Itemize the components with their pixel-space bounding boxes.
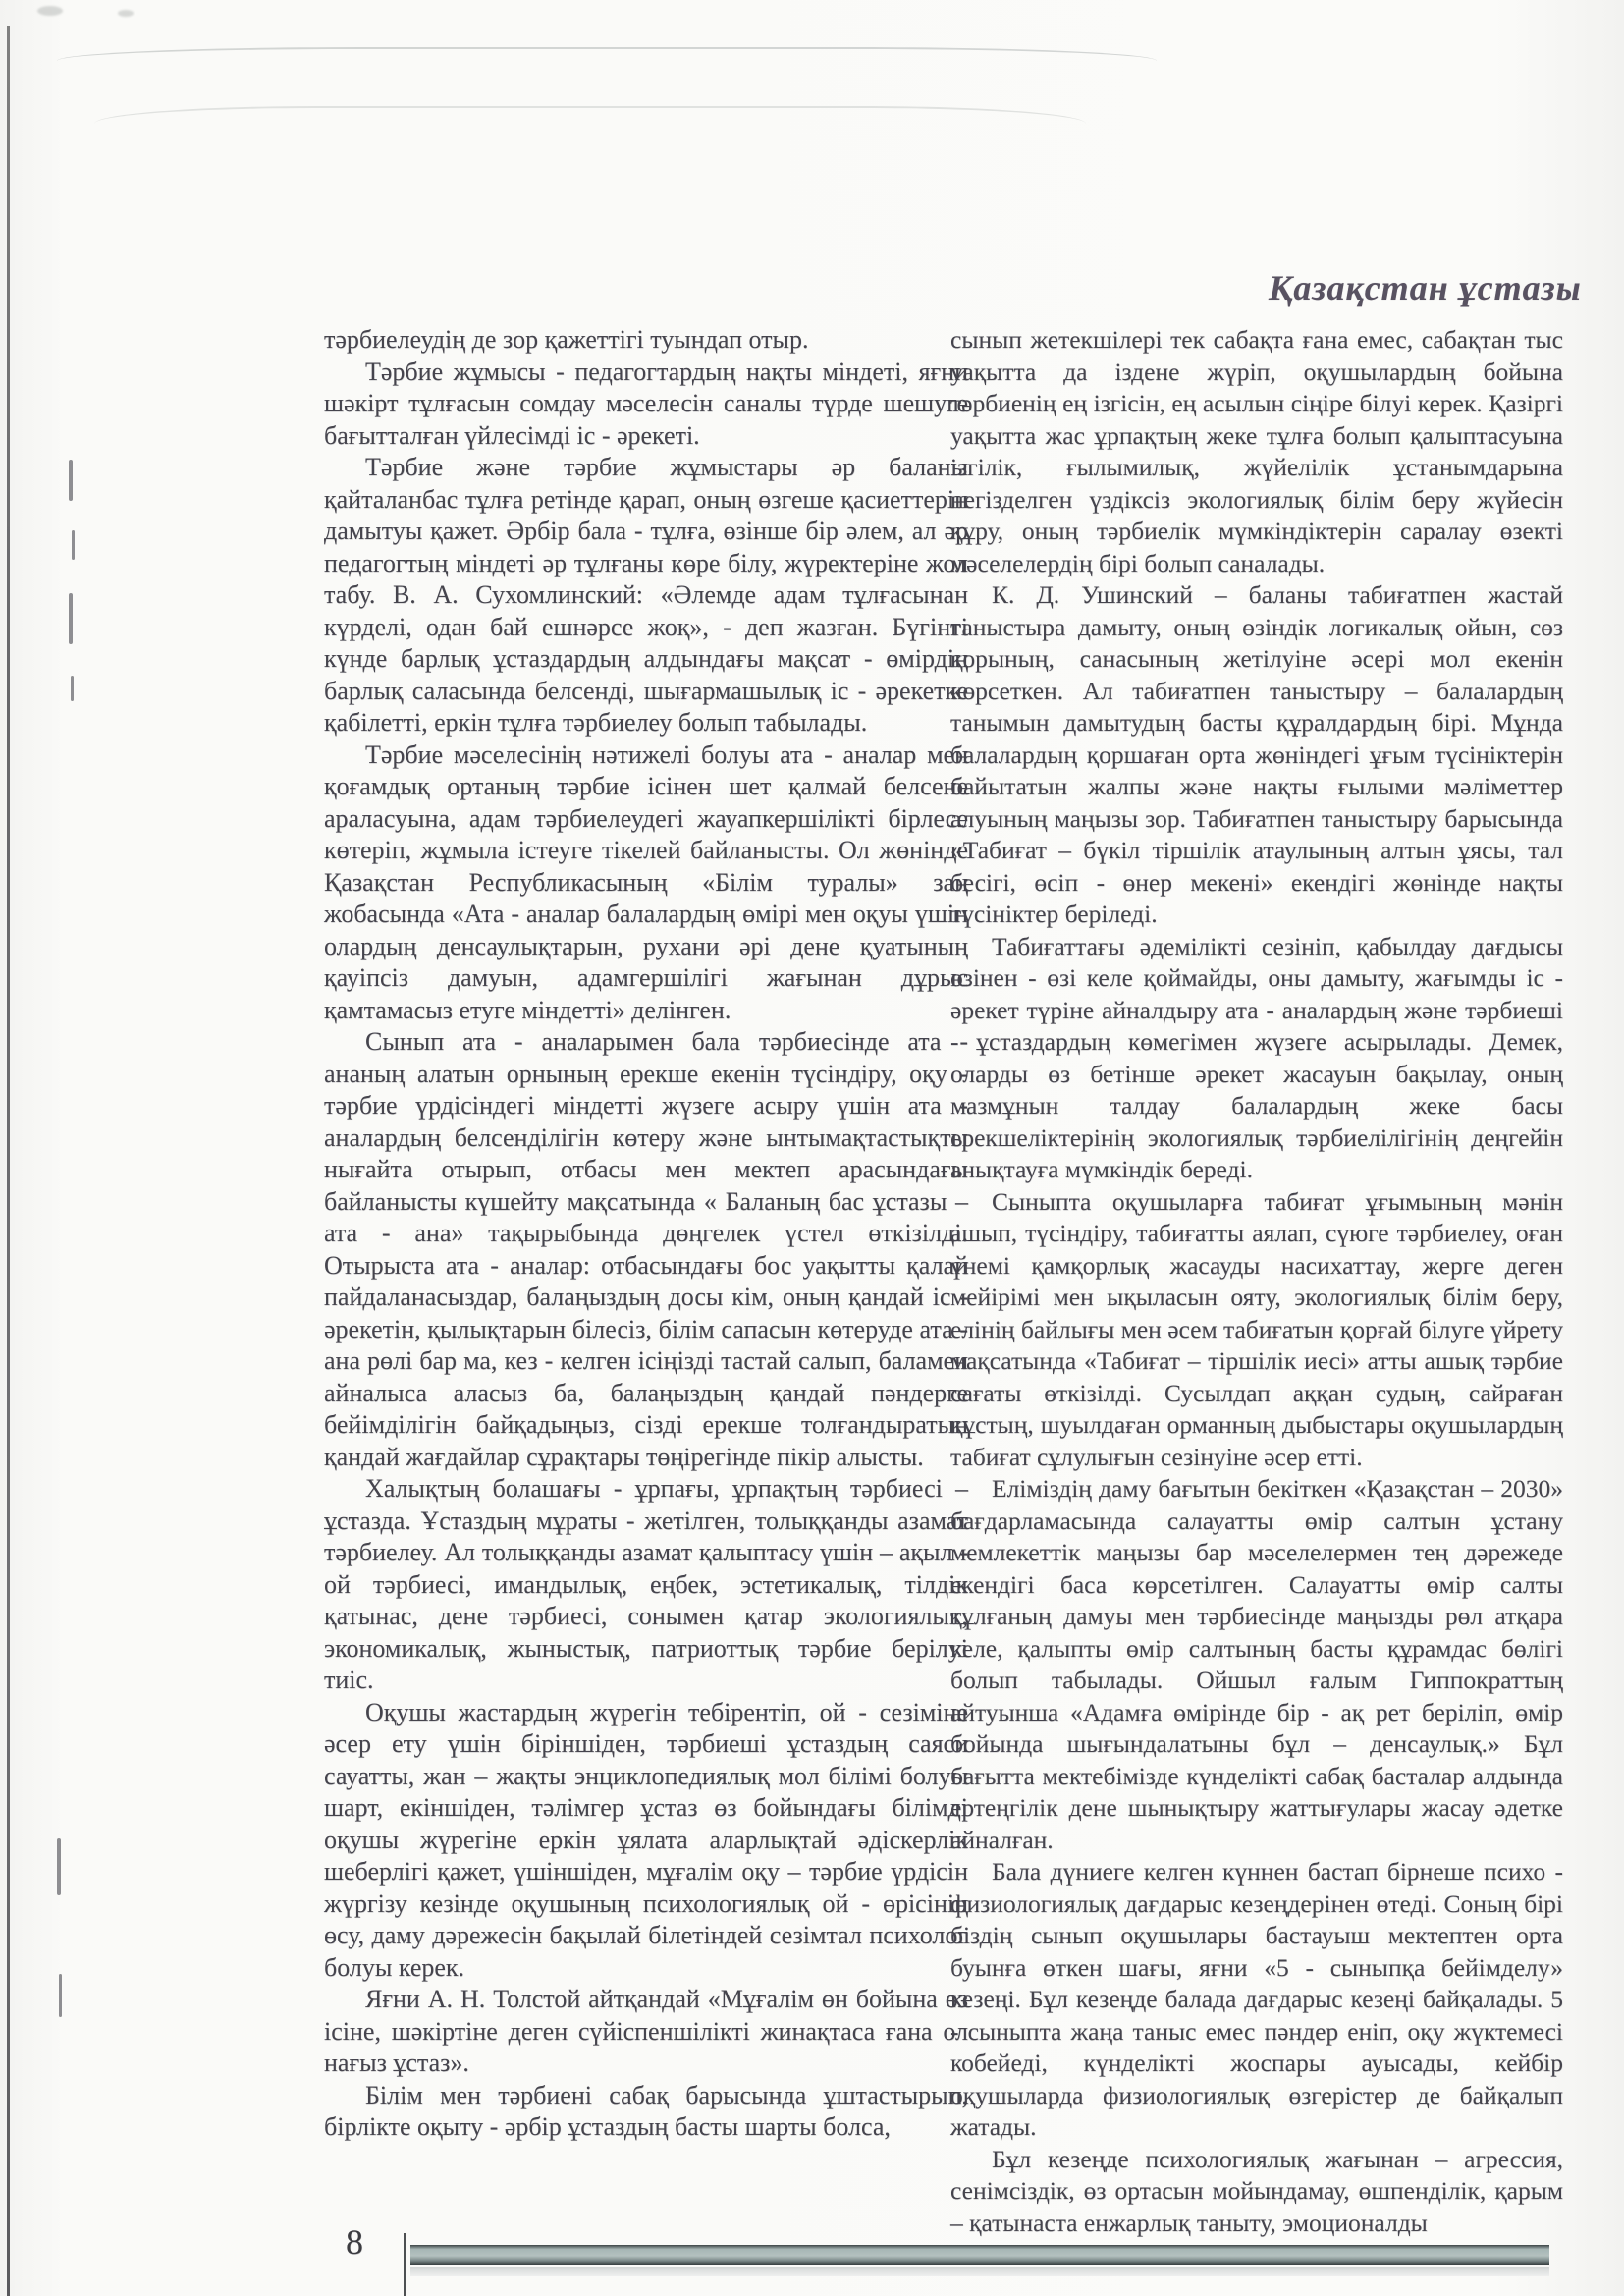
paragraph: сынып жетекшілері тек сабақта ғана емес, сабақтан тыс уақытта да іздене жүріп, оқушылардың бойына тәрбиенің ең ізгісін, ең асылын сіңіре білуі керек. Қазіргі уақытта жас ұрпақтың жеке тұлға болып қалыптасуына ізгілік, ғылымилық, жүйелілік ұстанымдарына негізделген үздіксіз экологиялық білім беру жүйесін құру, оның тәрбиелік мүмкіндіктерін саралау өзекті мәселелердің бірі болып саналады. xyxy=(950,325,1563,577)
scan-smudge xyxy=(118,10,134,17)
paragraph: тәрбиелеудің де зор қажеттігі туындап отыр. xyxy=(324,325,809,354)
scan-smudge xyxy=(37,6,63,16)
scan-margin-mark xyxy=(72,530,75,560)
paragraph: Тәрбие мәселесінің нәтижелі болуы ата - аналар мен қоғамдық ортаның тәрбие ісінен шет қалмай белсене араласуына, адам тәрбиелеудегі жауапкершілікті бірлесе көтеріп, жұмыла істеуге тікелей байланысты. Ол жөнінде Қазақстан Республикасының «Білім туралы» заң жобасында «Ата - аналар балалардың өмірі мен оқуы үшін олардың денсаулықтарын, рухани әрі дене қуатының қауіпсіз дамуын, адамгершілігі жағынан дұрыс қамтамасыз етуге міндетті» делінген. xyxy=(324,739,968,1024)
paragraph: Білім мен тәрбиені сабақ барысында ұштастырып, бірлікте оқыту - әрбір ұстаздың басты шарты болса, xyxy=(324,2080,968,2141)
paragraph: Сыныпта оқушыларға табиғат ұғымының мәнін ашып, түсіндіру, табиғатты аялап, сүюге тәрбиелеу, оған үнемі қамқорлық жасауды насихаттау, жерге деген мейірімі мен ықыласын ояту, экологиялық білім беру, елінің байлығы мен әсем табиғатын қорғай білуге үйрету мақсатында «Табиғат – тіршілік иесі» атты ашық тәрбие сағаты өткізілді. Сусылдап аққан судың, сайраған құстың, шуылдаған орманның дыбыстары оқушылардың табиғат сұлулығын сезінуіне әсер етті. xyxy=(950,1186,1563,1471)
paragraph: Бұл кезеңде психологиялық жағынан – агрессия, сенімсіздік, өз ортасын мойындамау, өшпенділік, қарым – қатынаста енжарлық таныту, эмоционалды xyxy=(950,2144,1563,2237)
scan-margin-mark xyxy=(69,460,73,501)
scan-top-edge-curve xyxy=(57,47,1157,75)
footer-scan-band xyxy=(410,2245,1549,2265)
paragraph: Тәрбие жұмысы - педагогтардың нақты міндеті, яғни шәкірт тұлғасын сомдау мәселесін саналы түрде шешуге бағытталған үйлесімді іс - әрекеті. xyxy=(324,356,968,450)
scan-left-edge-line xyxy=(7,26,10,2296)
paragraph: Яғни А. Н. Толстой айтқандай «Мұғалім өн бойына өз ісіне, шәкіртіне деген сүйіспеншілікті жинақтаса ғана ол нағыз ұстаз». xyxy=(324,1985,968,2077)
footer-scan-band-shadow xyxy=(410,2267,1549,2276)
scan-top-edge-curve-2 xyxy=(94,106,1086,141)
scan-margin-mark xyxy=(69,593,73,644)
scan-margin-mark xyxy=(57,1838,61,1895)
paragraph: Оқушы жастардың жүрегін тебірентіп, ой - сезіміне әсер ету үшін біріншіден, тәрбиеші ұстаздың саяси сауатты, жан – жақты энциклопедиялық мол білімі болуы шарт, екіншіден, тәлімгер ұстаз өз бойындағы білімді оқушы жүрегіне еркін ұялата аларлықтай әдіскерлік шеберлігі қажет, үшіншіден, мұғалім оқу – тәрбие үрдісін жүргізу кезінде оқушының психологиялық ой - өрісінің өсу, даму дәрежесін бақылай білетіндей сезімтал психолог болуы керек. xyxy=(324,1697,968,1982)
journal-title-header: Қазақстан ұстазы xyxy=(1269,268,1582,307)
paragraph: Табиғаттағы әдемілікті сезініп, қабылдау дағдысы өзінен - өзі келе қоймайды, оны дамыту, жағымды іс - әрекет түріне айналдыру ата - аналардың және тәрбиеші - ұстаздардың көмегімен жүзеге асырылады. Демек, оларды өз бетінше әрекет жасауын бақылау, оның мазмұнын талдау балалардың жеке басы ерекшеліктерінің экологиялық тәрбиелілігінің деңгейін анықтауға мүмкіндік береді. xyxy=(950,931,1563,1183)
paragraph: Халықтың болашағы - ұрпағы, ұрпақтың тәрбиесі – ұстазда. Ұстаздың мұраты - жетілген, толыққанды азамат тәрбиелеу. Ал толыққанды азамат қалыптасу үшін – ақыл - ой тәрбиесі, имандылық, еңбек, эстетикалық, тілдік қатынас, дене тәрбиесі, сонымен қатар экологиялық, экономикалық, жыныстық, патриоттық тәрбие берілуі тиіс. xyxy=(324,1474,968,1694)
scan-margin-mark xyxy=(59,1974,62,2017)
text-column-left xyxy=(324,324,968,2144)
paragraph: Бала дүниеге келген күннен бастап бірнеше психо - физиологиялық дағдарыс кезеңдерінен өтеді. Соның бірі біздің сынып оқушылары бастауыш мектептен орта буынға өткен шағы, яғни «5 - сыныпқа бейімделу» кезеңі. Бұл кезеңде балада дағдарыс кезеңі байқалады. 5 - сыныпта жаңа таныс емес пәндер еніп, оқу жүктемесі кобейеді, күнделікті жоспары ауысады, кейбір оқушыларда физиологиялық өзгерістер де байқалып жатады. xyxy=(950,1857,1563,2141)
page-number: 8 xyxy=(346,2222,363,2262)
paragraph: К. Д. Ушинский – баланы табиғатпен жастай таныстыра дамыту, оның өзіндік логикалық ойын, сөз қорының, санасының жетілуіне әсері мол екенін көрсеткен. Ал табиғатпен таныстыру – балалардың танымын дамытудың басты құралдардың бірі. Мұнда балалардың қоршаған орта жөніндегі ұғым түсініктерін байытатын жалпы және нақты ғылыми мәліметтер алуының маңызы зор. Табиғатпен таныстыру барысында «Табиғат – бүкіл тіршілік атаулының алтын ұясы, тал бесігі, өсіп - өнер мекені» екендігі жөнінде нақты түсініктер беріледі. xyxy=(950,580,1563,928)
text-column-right xyxy=(950,324,1563,2239)
scan-margin-mark xyxy=(71,676,74,701)
footer-corner-line xyxy=(404,2233,406,2296)
paragraph: Тәрбие және тәрбие жұмыстары әр баланы қайталанбас тұлға ретінде қарап, оның өзгеше қасиеттерін дамытуы қажет. Әрбір бала - тұлға, өзінше бір әлем, ал әр педагогтың міндеті әр тұлғаны көре білу, жүректеріне жол табу. В. А. Сухомлинский: «Әлемде адам тұлғасынан күрделі, одан бай ешнәрсе жоқ», - деп жазған. Бүгінгі күнде барлық ұстаздардың алдындағы мақсат - өмірдің барлық саласында белсенді, шығармашылық іс - әрекетке қабілетті, еркін тұлға тәрбиелеу болып табылады. xyxy=(324,453,968,737)
paragraph: Еліміздің даму бағытын бекіткен «Қазақстан – 2030» бағдарламасында салауатты өмір салтын ұстану мемлекеттік маңызы бар мәселелермен тең дәрежеде екендігі баса көрсетілген. Салауатты өмір салты тұлғаның дамуы мен тәрбиесінде маңызды рөл атқара келе, қалыпты өмір салтының басты құрамдас бөлігі болып табылады. Ойшыл ғалым Гиппократтың айтуынша «Адамға өмірінде бір - ақ рет беріліп, өмір бойында шығындалатыны бұл – денсаулық.» Бұл бағытта мектебімізде күнделікті сабақ басталар алдында ертеңгілік дене шынықтыру жаттығулары жасау әдетке айналған. xyxy=(950,1474,1563,1854)
paragraph: Сынып ата - аналарымен бала тәрбиесінде ата - ананың алатын орнының ерекше екенін түсіндіру, оқу - тәрбие үрдісіндегі міндетті жүзеге асыру үшін ата - аналардың белсенділігін көтеру және ынтымақтастықты нығайта отырып, отбасы мен мектеп арасындағы байланысты күшейту мақсатында « Баланың бас ұстазы – ата - ана» тақырыбында дөңгелек үстел өткізілді. Отырыста ата - аналар: отбасындағы бос уақытты қалай пайдаланасыздар, балаңыздың досы кім, оның қандай іс - әрекетін, қылықтарын білесіз, білім сапасын көтеруде ата - ана рөлі бар ма, кез - келген ісіңізді тастай салып, баламен айналыса аласыз ба, балаңыздың қандай пәндерге бейімділігін байқадыңыз, сізді ерекше толғандыратын қандай жағдайлар сұрақтары төңірегінде пікір алысты. xyxy=(324,1027,968,1471)
